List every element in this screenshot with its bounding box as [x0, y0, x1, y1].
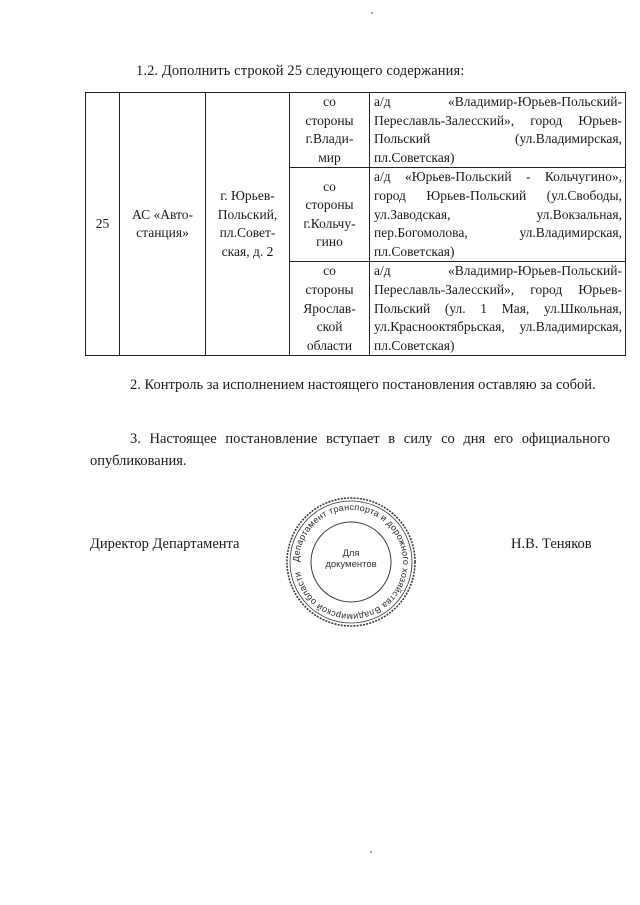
scan-speck — [371, 12, 373, 14]
direction-line: мир — [318, 149, 341, 165]
direction-line: стороны — [305, 197, 354, 213]
intro-line: 1.2. Дополнить строкой 25 следующего содержания: — [136, 63, 465, 79]
direction-line: г.Влади- — [305, 131, 354, 147]
stamp-center-line: документов — [325, 559, 377, 570]
amendment-table — [85, 92, 626, 356]
station-name-line: АС «Авто- — [132, 206, 193, 222]
direction-line: стороны — [305, 112, 354, 128]
address-line: ская, д. 2 — [221, 243, 274, 259]
direction-line: области — [306, 337, 353, 353]
table-row — [86, 93, 626, 168]
station-name-cell — [120, 93, 206, 356]
paragraph-effective-date: 3. Настоящее постановление вступает в силу со дня его официального опубликования. — [90, 431, 610, 469]
stamp-ring-text: Департамент транспорта и дорожного хозяйства Владимирской области — [290, 501, 412, 623]
direction-line: г.Кольчу- — [303, 215, 356, 231]
address-line: пл.Совет- — [219, 225, 276, 241]
signatory-name: Н.В. Теняков — [511, 536, 592, 552]
direction-cell — [290, 93, 370, 168]
route-cell — [370, 93, 626, 168]
direction-line: со — [323, 178, 336, 194]
address-line: г. Юрьев- — [220, 187, 275, 203]
stamp-center-line: Для — [342, 548, 360, 559]
official-stamp — [283, 494, 419, 630]
scan-speck — [370, 851, 372, 853]
station-address-cell — [206, 93, 290, 356]
stamp-center-text — [283, 548, 419, 570]
direction-cell — [290, 168, 370, 262]
direction-line: со — [323, 94, 336, 109]
row-number-cell: 25 — [86, 93, 120, 356]
route-cell — [370, 168, 626, 262]
route-text: а/д «Юрьев-Польский - Кольчугино», город Юрьев-Польский (ул.Свободы, ул.Заводская, ул.Вокзальная, пер.Богомолова, ул.Владимирская, пл.Советская) — [374, 169, 622, 259]
route-text: а/д «Владимир-Юрьев-Польский-Переславль-Залесский», город Юрьев-Польский (ул. 1 Мая, ул.Школьная, ул.Краснооктябрьская, ул.Владимирская, пл.Советская) — [374, 263, 622, 353]
signatory-role: Директор Департамента — [90, 536, 240, 552]
direction-line: гино — [316, 234, 343, 250]
direction-line: Ярослав- — [303, 300, 356, 316]
station-name-line: станция» — [136, 225, 189, 241]
address-line: Польский, — [217, 206, 278, 222]
paragraph-control: 2. Контроль за исполнением настоящего постановления оставляю за собой. — [130, 377, 596, 393]
direction-line: стороны — [305, 281, 354, 297]
direction-line: ской — [316, 319, 343, 335]
direction-cell — [290, 262, 370, 356]
direction-line: со — [323, 263, 336, 279]
route-cell — [370, 262, 626, 356]
route-text: а/д «Владимир-Юрьев-Польский-Переславль-Залесский», город Юрьев-Польский (ул.Владимирская, пл.Советская) — [374, 94, 622, 165]
